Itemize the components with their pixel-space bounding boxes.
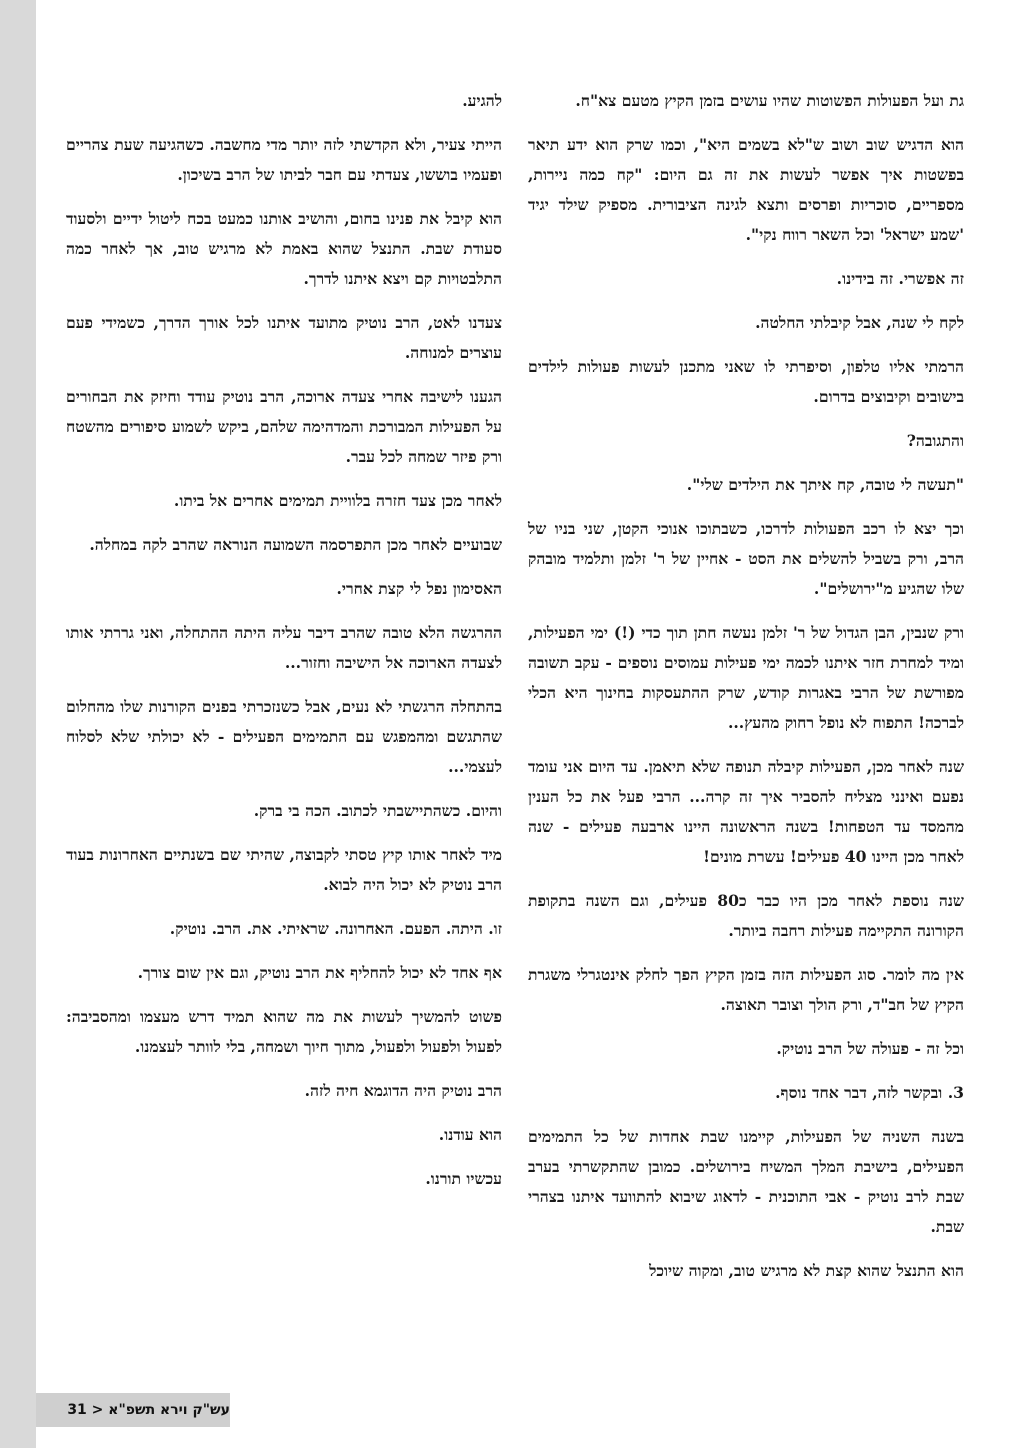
paragraph: 3. ובקשר לזה, דבר אחד נוסף. xyxy=(775,1083,964,1102)
paragraph: אין מה לומר. סוג הפעילות הזה בזמן הקיץ הפך לחלק אינטגרלי משגרת הקיץ של חב"ד, ורק הולך וצובר תאוצה. xyxy=(528,965,964,1014)
paragraph: הוא התנצל שהוא קצת לא מרגיש טוב, ומקוה שיוכל xyxy=(649,1261,964,1280)
paragraph: זה אפשרי. זה בידינו. xyxy=(836,269,964,288)
article-body xyxy=(66,86,964,1356)
paragraph: "תעשה לי טובה, קח איתך את הילדים שלי". xyxy=(686,475,964,494)
paragraph: והיום. כשהתיישבתי לכתוב. הכה בי ברק. xyxy=(253,801,502,820)
page-edge-strip xyxy=(0,0,36,1448)
paragraph: לאחר מכן צעד חזרה בלוויית תמימים אחרים אל ביתו. xyxy=(173,491,502,510)
paragraph: ההרגשה הלא טובה שהרב דיבר עליה היתה ההתחלה, ואני גררתי אותו לצעדה הארוכה אל הישיבה וחזור... xyxy=(66,623,502,672)
paragraph: בשנה השניה של הפעילות, קיימנו שבת אחדות של כל התמימים הפעילים, בישיבת המלך המשיח בירושלים. כמובן שהתקשרתי בערב שבת לרב נוטיק - אבי התוכנית - לדאוג שיבוא להתוועד איתנו בצהרי שבת. xyxy=(528,1127,964,1236)
paragraph: הוא עודנו. xyxy=(438,1125,502,1144)
paragraph: בהתחלה הרגשתי לא נעים, אבל כשנזכרתי בפנים הקורנות שלו מהחלום שהתגשם ומהמפגש עם התמימים הפעילים - לא יכולתי שלא לסלוח לעצמי... xyxy=(66,697,502,776)
paragraph: צעדנו לאט, הרב נוטיק מתועד איתנו לכל אורך הדרך, כשמידי פעם עוצרים למנוחה. xyxy=(66,313,502,362)
paragraph: עכשיו תורנו. xyxy=(425,1169,502,1188)
page-footer xyxy=(36,1393,230,1427)
paragraph: האסימון נפל לי קצת אחרי. xyxy=(336,579,502,598)
left-column xyxy=(66,86,502,1356)
paragraph: להגיע. xyxy=(462,91,502,110)
paragraph: זו. היתה. הפעם. האחרונה. שראיתי. את. הרב. נוטיק. xyxy=(169,919,502,938)
paragraph: אף אחד לא יכול להחליף את הרב נוטיק, וגם אין שום צורך. xyxy=(137,963,502,982)
paragraph: ורק שנבין, הבן הגדול של ר' זלמן נעשה חתן תוך כדי (!) ימי הפעילות, ומיד למחרת חזר איתנו לכמה ימי פעילות עמוסים נוספים - עקב תשובה מפורשת של הרבי באגרות קודש, שרק ההתעסקות בחינוך היא הכלי לברכה! התפוח לא נופל רחוק מהעץ... xyxy=(528,623,964,732)
paragraph: הרמתי אליו טלפון, וסיפרתי לו שאני מתכנן לעשות פעולות לילדים בישובים וקיבוצים בדרום. xyxy=(528,357,964,406)
footer-issue-page: עש"ק וירא תשפ"א < 31 xyxy=(67,1402,230,1418)
paragraph: הגענו לישיבה אחרי צעדה ארוכה, הרב נוטיק עודד וחיזק את הבחורים על הפעילות המבורכת והמדהימה שלהם, ביקש לשמוע סיפורים מהשטח ורק פיזר שמחה לכל עבר. xyxy=(66,387,502,466)
paragraph: הוא הדגיש שוב ושוב ש"לא בשמים היא", וכמו שרק הוא ידע תיאר בפשטות איך אפשר לעשות את זה גם היום: "קח כמה ניירות, מספריים, סוכריות ופרסים ותצא לגינה הציבורית. מספיק שילד יגיד 'שמע ישראל' וכל השאר רווח נקי". xyxy=(528,135,964,244)
paragraph: וכל זה - פעולה של הרב נוטיק. xyxy=(776,1039,964,1058)
paragraph: מיד לאחר אותו קיץ טסתי לקבוצה, שהיתי שם בשנתיים האחרונות בעוד הרב נוטיק לא יכול היה לבוא. xyxy=(66,845,502,894)
paragraph: הייתי צעיר, ולא הקדשתי לזה יותר מדי מחשבה. כשהגיעה שעת צהריים ופעמיו בוששו, צעדתי עם חבר לביתו של הרב בשיכון. xyxy=(66,135,502,184)
paragraph: והתגובה? xyxy=(906,431,964,450)
paragraph: וכך יצא לו רכב הפעולות לדרכו, כשבתוכו אנוכי הקטן, שני בניו של הרב, ורק בשביל להשלים את הסט - אחיין של ר' זלמן ותלמיד מובהק שלו שהגיע מ"ירושלים". xyxy=(528,519,964,598)
right-column xyxy=(528,86,964,1356)
paragraph: שבועיים לאחר מכן התפרסמה השמועה הנוראה שהרב לקה במחלה. xyxy=(89,535,502,554)
paragraph: שנה נוספת לאחר מכן היו כבר כ80 פעילים, וגם השנה בתקופת הקורונה התקיימה פעילות רחבה ביותר. xyxy=(528,891,964,940)
paragraph: הוא קיבל את פנינו בחום, והושיב אותנו כמעט בכח ליטול ידיים ולסעוד סעודת שבת. התנצל שהוא באמת לא מרגיש טוב, אך לאחר כמה התלבטויות קם ויצא איתנו לדרך. xyxy=(66,209,502,288)
paragraph: שנה לאחר מכן, הפעילות קיבלה תנופה שלא תיאמן. עד היום אני עומד נפעם ואינני מצליח להסביר איך זה קרה... הרבי פעל את כל הענין מהמסד עד הטפחות! בשנה הראשונה היינו ארבעה פעילים - שנה לאחר מכן היינו 40 פעילים! עשרת מונים! xyxy=(528,757,964,866)
paragraph: הרב נוטיק היה הדוגמא חיה לזה. xyxy=(304,1081,502,1100)
paragraph: פשוט להמשיך לעשות את מה שהוא תמיד דרש מעצמו ומהסביבה: לפעול ולפעול ולפעול, מתוך חיוך ושמחה, בלי לוותר לעצמנו. xyxy=(66,1007,502,1056)
paragraph: גת ועל הפעולות הפשוטות שהיו עושים בזמן הקיץ מטעם צא"ח. xyxy=(575,91,964,110)
paragraph: לקח לי שנה, אבל קיבלתי החלטה. xyxy=(755,313,964,332)
